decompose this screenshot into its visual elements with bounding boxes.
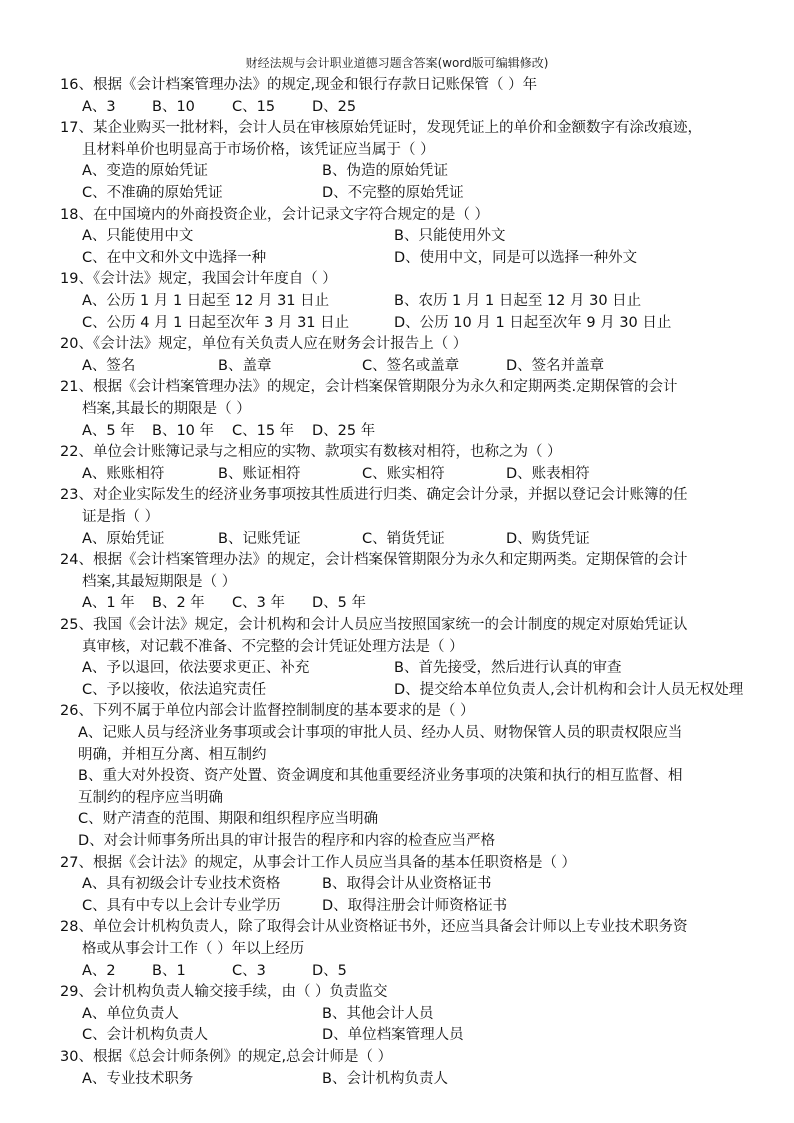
- answer-option: A、专业技术职务: [82, 1070, 194, 1087]
- answer-option: 互制约的程序应当明确: [78, 789, 223, 806]
- answer-option: C、15 年: [232, 422, 295, 439]
- page-header: 财经法规与会计职业道德习题含答案(word版可编辑修改): [245, 56, 549, 70]
- answer-option: D、签名并盖章: [506, 357, 605, 374]
- answer-option: A、5 年: [82, 422, 135, 439]
- answer-option: A、账账相符: [82, 465, 165, 482]
- answer-option: C、财产清查的范围、期限和组织程序应当明确: [78, 811, 379, 828]
- answer-option: A、2: [82, 962, 116, 979]
- question-stem: 29、会计机构负责人输交接手续，由（ ）负责监交: [60, 984, 388, 1001]
- answer-option: C、予以接收，依法追究责任: [82, 681, 267, 698]
- answer-option: B、首先接受，然后进行认真的审查: [394, 660, 622, 677]
- question-stem: 25、我国《会计法》规定，会计机构和会计人员应当按照国家统一的会计制度的规定对原始凭证认: [60, 617, 688, 633]
- question-stem-continued: 且材料单价也明显高于市场价格，该凭证应当属于（ ）: [82, 141, 435, 158]
- answer-option: D、取得注册会计师资格证书: [322, 897, 508, 914]
- answer-option: B、只能使用外文: [394, 228, 506, 245]
- answer-option: D、提交给本单位负责人,会计机构和会计人员无权处理: [394, 681, 744, 698]
- answer-option: B、10: [152, 98, 195, 115]
- question-stem: 22、单位会计账簿记录与之相应的实物、款项实有数核对相符，也称之为（ ）: [60, 444, 562, 461]
- question-stem-continued: 档案,其最短期限是（ ）: [82, 573, 237, 590]
- answer-option: A、原始凭证: [82, 530, 165, 547]
- answer-option: D、公历 10 月 1 日起至次年 9 月 30 日止: [394, 314, 672, 331]
- answer-option: A、具有初级会计专业技术资格: [82, 876, 281, 893]
- question-stem: 28、单位会计机构负责人，除了取得会计从业资格证书外，还应当具备会计师以上专业技术职务资: [60, 919, 688, 936]
- answer-option: C、签名或盖章: [362, 357, 460, 374]
- answer-option: 明确，并相互分离、相互制约: [78, 746, 267, 763]
- answer-option: C、会计机构负责人: [82, 1027, 209, 1044]
- answer-option: C、账实相符: [362, 465, 445, 482]
- answer-option: A、只能使用中文: [82, 228, 194, 245]
- question-stem-continued: 档案,其最长的期限是（ ）: [82, 401, 251, 417]
- answer-option: A、变造的原始凭证: [82, 163, 208, 180]
- answer-option: A、记账人员与经济业务事项或会计事项的审批人员、经办人员、财物保管人员的职责权限应当: [78, 725, 683, 741]
- answer-option: B、2 年: [152, 595, 205, 612]
- answer-option: D、单位档案管理人员: [322, 1027, 464, 1044]
- answer-option: D、账表相符: [506, 465, 590, 482]
- answer-option: C、3: [232, 962, 266, 979]
- answer-option: A、予以退回，依法要求更正、补充: [82, 660, 310, 677]
- question-stem: 24、根据《会计档案管理办法》的规定，会计档案保管期限分为永久和定期两类。定期保管的会计: [60, 552, 688, 569]
- answer-option: C、在中文和外文中选择一种: [82, 249, 267, 266]
- answer-option: D、不完整的原始凭证: [322, 185, 464, 201]
- answer-option: B、账证相符: [218, 465, 301, 482]
- answer-option: B、其他会计人员: [322, 1005, 434, 1022]
- answer-option: C、3 年: [232, 595, 285, 612]
- answer-option: A、1 年: [82, 595, 135, 612]
- answer-option: C、15: [232, 98, 276, 115]
- question-stem: 23、对企业实际发生的经济业务事项按其性质进行归类、确定会计分录，并据以登记会计账簿的任: [60, 487, 688, 504]
- answer-option: D、对会计师事务所出具的审计报告的程序和内容的检查应当严格: [78, 833, 496, 849]
- answer-option: B、盖章: [218, 357, 272, 374]
- answer-option: C、具有中专以上会计专业学历: [82, 897, 281, 914]
- answer-option: B、10 年: [152, 422, 215, 439]
- answer-option: A、单位负责人: [82, 1005, 179, 1022]
- question-stem-continued: 真审核，对记载不准备、不完整的会计凭证处理方法是（ ）: [82, 638, 464, 655]
- question-stem: 26、下列不属于单位内部会计监督控制制度的基本要求的是（ ）: [60, 703, 475, 720]
- question-stem: 17、某企业购买一批材料，会计人员在审核原始凭证时，发现凭证上的单价和金额数字有涂改痕迹，: [60, 120, 702, 137]
- answer-option: B、记账凭证: [218, 530, 301, 547]
- answer-option: B、重大对外投资、资产处置、资金调度和其他重要经济业务事项的决策和执行的相互监督、相: [78, 768, 683, 785]
- answer-option: B、1: [152, 962, 186, 979]
- answer-option: D、购货凭证: [506, 530, 590, 547]
- answer-option: B、伪造的原始凭证: [322, 163, 448, 180]
- answer-option: A、签名: [82, 357, 136, 374]
- answer-option: D、5 年: [312, 595, 366, 612]
- answer-option: C、销货凭证: [362, 530, 445, 547]
- question-stem: 18、在中国境内的外商投资企业，会计记录文字符合规定的是（ ）: [60, 206, 490, 223]
- answer-option: B、农历 1 月 1 日起至 12 月 30 日止: [394, 293, 642, 309]
- question-stem: 20、《会计法》规定，单位有关负责人应在财务会计报告上（ ）: [60, 336, 468, 353]
- question-stem: 16、根据《会计档案管理办法》的规定,现金和银行存款日记账保管（ ）年: [60, 77, 538, 93]
- answer-option: D、25: [312, 98, 357, 115]
- answer-option: B、取得会计从业资格证书: [322, 876, 492, 893]
- question-stem: 21、根据《会计档案管理办法》的规定，会计档案保管期限分为永久和定期两类.定期保管的会计: [60, 379, 678, 396]
- question-stem: 19、《会计法》规定，我国会计年度自（ ）: [60, 271, 337, 288]
- question-stem: 30、根据《总会计师条例》的规定,总会计师是（ ）: [60, 1049, 393, 1065]
- answer-option: A、3: [82, 98, 116, 115]
- answer-option: B、会计机构负责人: [322, 1070, 448, 1087]
- question-stem: 27、根据《会计法》的规定，从事会计工作人员应当具备的基本任职资格是（ ）: [60, 854, 577, 871]
- answer-option: D、使用中文，同是可以选择一种外文: [394, 249, 638, 266]
- answer-option: D、25 年: [312, 422, 376, 439]
- answer-option: A、公历 1 月 1 日起至 12 月 31 日止: [82, 293, 330, 309]
- answer-option: C、不准确的原始凭证: [82, 185, 223, 201]
- answer-option: C、公历 4 月 1 日起至次年 3 月 31 日止: [82, 314, 350, 331]
- answer-option: D、5: [312, 962, 347, 979]
- question-stem-continued: 证是指（ ）: [82, 509, 160, 525]
- question-stem-continued: 格或从事会计工作（ ）年以上经历: [82, 941, 305, 957]
